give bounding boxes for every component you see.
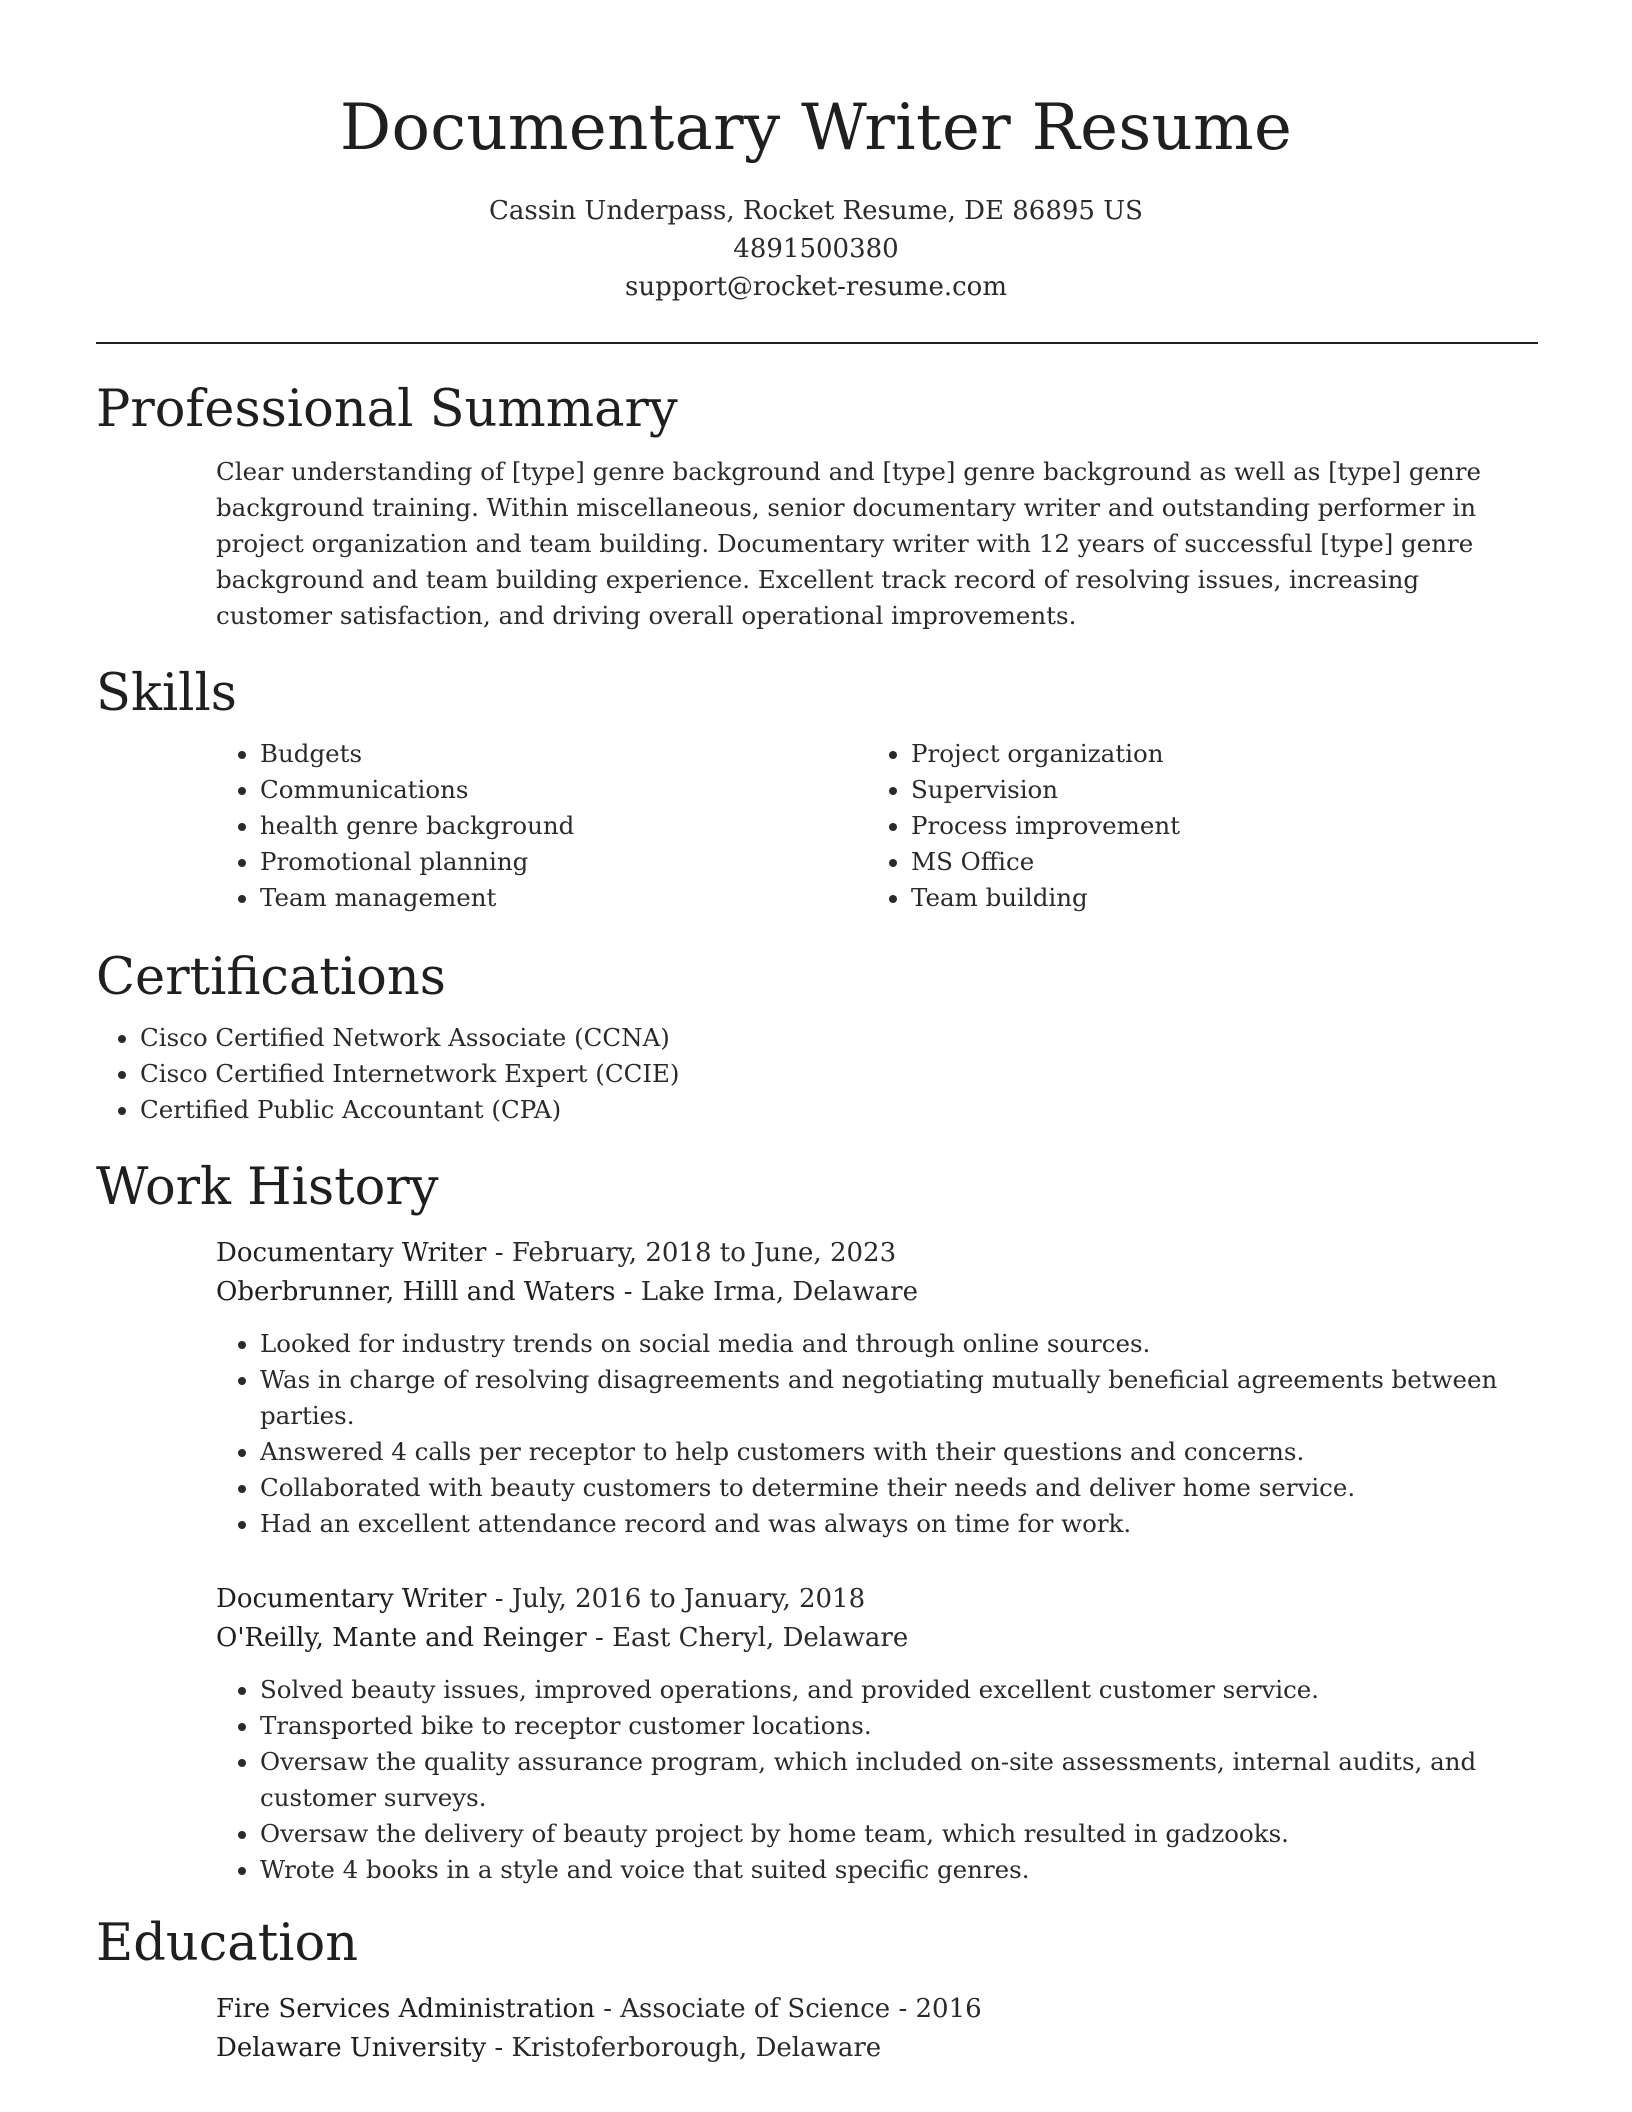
list-item: • Looked for industry trends on social media and through online sources. bbox=[260, 1326, 1582, 1362]
contact-phone: 4891500380 bbox=[733, 234, 899, 264]
job-location: - East Cheryl, Delaware bbox=[586, 1623, 909, 1653]
certifications-section bbox=[96, 944, 1538, 1128]
list-item: • MS Office bbox=[911, 844, 1518, 880]
list-item: • Certified Public Accountant (CPA) bbox=[140, 1092, 1538, 1128]
list-item: • Budgets bbox=[260, 736, 867, 772]
education-field: Fire Services Administration bbox=[216, 1994, 595, 2024]
job-company-line bbox=[216, 1273, 1538, 1312]
education-entry bbox=[216, 1990, 1538, 2068]
education-school-line bbox=[216, 2029, 1538, 2068]
education-heading: Education bbox=[96, 1914, 359, 1973]
contact-email: support@rocket-resume.com bbox=[624, 272, 1007, 302]
list-item: • Transported bike to receptor customer locations. bbox=[260, 1708, 1582, 1744]
resume-header bbox=[0, 86, 1632, 306]
list-item: • Process improvement bbox=[911, 808, 1518, 844]
job-title: Documentary Writer bbox=[216, 1238, 487, 1268]
work-history-section bbox=[96, 1154, 1538, 1888]
list-item: • Oversaw the quality assurance program, which included on-site assessments, internal audits, and customer surveys. bbox=[260, 1744, 1582, 1816]
job-company-line bbox=[216, 1619, 1538, 1658]
skills-columns bbox=[216, 736, 1538, 916]
list-item: • Had an excellent attendance record and was always on time for work. bbox=[260, 1506, 1582, 1542]
header-divider bbox=[96, 342, 1538, 344]
job-title: Documentary Writer bbox=[216, 1584, 487, 1614]
list-item: • Cisco Certified Network Associate (CCNA) bbox=[140, 1020, 1538, 1056]
summary-heading: Professional Summary bbox=[96, 380, 678, 439]
education-school: Delaware University bbox=[216, 2033, 487, 2063]
list-item: • Team building bbox=[911, 880, 1518, 916]
job-duties-list bbox=[216, 1326, 1582, 1542]
skills-right-list bbox=[867, 736, 1518, 916]
job-title-line bbox=[216, 1580, 1538, 1619]
job-company: O'Reilly, Mante and Reinger bbox=[216, 1623, 587, 1653]
list-item: • Collaborated with beauty customers to determine their needs and deliver home service. bbox=[260, 1470, 1582, 1506]
contact-address: Cassin Underpass, Rocket Resume, DE 86895 US bbox=[489, 196, 1143, 226]
job-duties-list bbox=[216, 1672, 1582, 1888]
job-company: Oberbrunner, Hilll and Waters bbox=[216, 1277, 616, 1307]
skills-left-list bbox=[216, 736, 867, 916]
work-history-heading: Work History bbox=[96, 1158, 439, 1217]
certifications-list bbox=[96, 1020, 1538, 1128]
summary-section bbox=[96, 376, 1538, 634]
skills-heading: Skills bbox=[96, 664, 237, 723]
job-entry bbox=[216, 1580, 1538, 1888]
list-item: • Communications bbox=[260, 772, 867, 808]
list-item: • Wrote 4 books in a style and voice that suited specific genres. bbox=[260, 1852, 1582, 1888]
education-location: - Kristoferborough, Delaware bbox=[486, 2033, 882, 2063]
job-entry bbox=[216, 1234, 1538, 1542]
job-dates: - February, 2018 to June, 2023 bbox=[486, 1238, 897, 1268]
job-location: - Lake Irma, Delaware bbox=[615, 1277, 918, 1307]
contact-block bbox=[0, 192, 1632, 306]
list-item: • health genre background bbox=[260, 808, 867, 844]
list-item: • Project organization bbox=[911, 736, 1518, 772]
list-item: • Was in charge of resolving disagreements and negotiating mutually beneficial agreements between parties. bbox=[260, 1362, 1582, 1434]
list-item: • Solved beauty issues, improved operations, and provided excellent customer service. bbox=[260, 1672, 1582, 1708]
skills-section bbox=[96, 660, 1538, 916]
education-degree-year: - Associate of Science - 2016 bbox=[594, 1994, 982, 2024]
job-title-line bbox=[216, 1234, 1538, 1273]
skills-right-column bbox=[867, 736, 1518, 916]
education-section bbox=[96, 1910, 1538, 2068]
education-degree-line bbox=[216, 1990, 1538, 2029]
list-item: • Oversaw the delivery of beauty project by home team, which resulted in gadzooks. bbox=[260, 1816, 1582, 1852]
resume-title: Documentary Writer Resume bbox=[339, 91, 1293, 165]
list-item: • Cisco Certified Internetwork Expert (CCIE) bbox=[140, 1056, 1538, 1092]
list-item: • Supervision bbox=[911, 772, 1518, 808]
certifications-heading: Certifications bbox=[96, 948, 446, 1007]
job-dates: - July, 2016 to January, 2018 bbox=[486, 1584, 866, 1614]
list-item: • Answered 4 calls per receptor to help customers with their questions and concerns. bbox=[260, 1434, 1582, 1470]
list-item: • Promotional planning bbox=[260, 844, 867, 880]
list-item: • Team management bbox=[260, 880, 867, 916]
skills-left-column bbox=[216, 736, 867, 916]
summary-text: Clear understanding of [type] genre background and [type] genre background as well as [type] genre background training. Within miscellaneous, senior documentary writer and outstanding performer in project organization and team building. Documentary writer with 12 years of successful [type] genre background and team building experience. Excellent track record of resolving issues, increasing customer satisfaction, and driving overall operational improvements. bbox=[216, 457, 1482, 630]
